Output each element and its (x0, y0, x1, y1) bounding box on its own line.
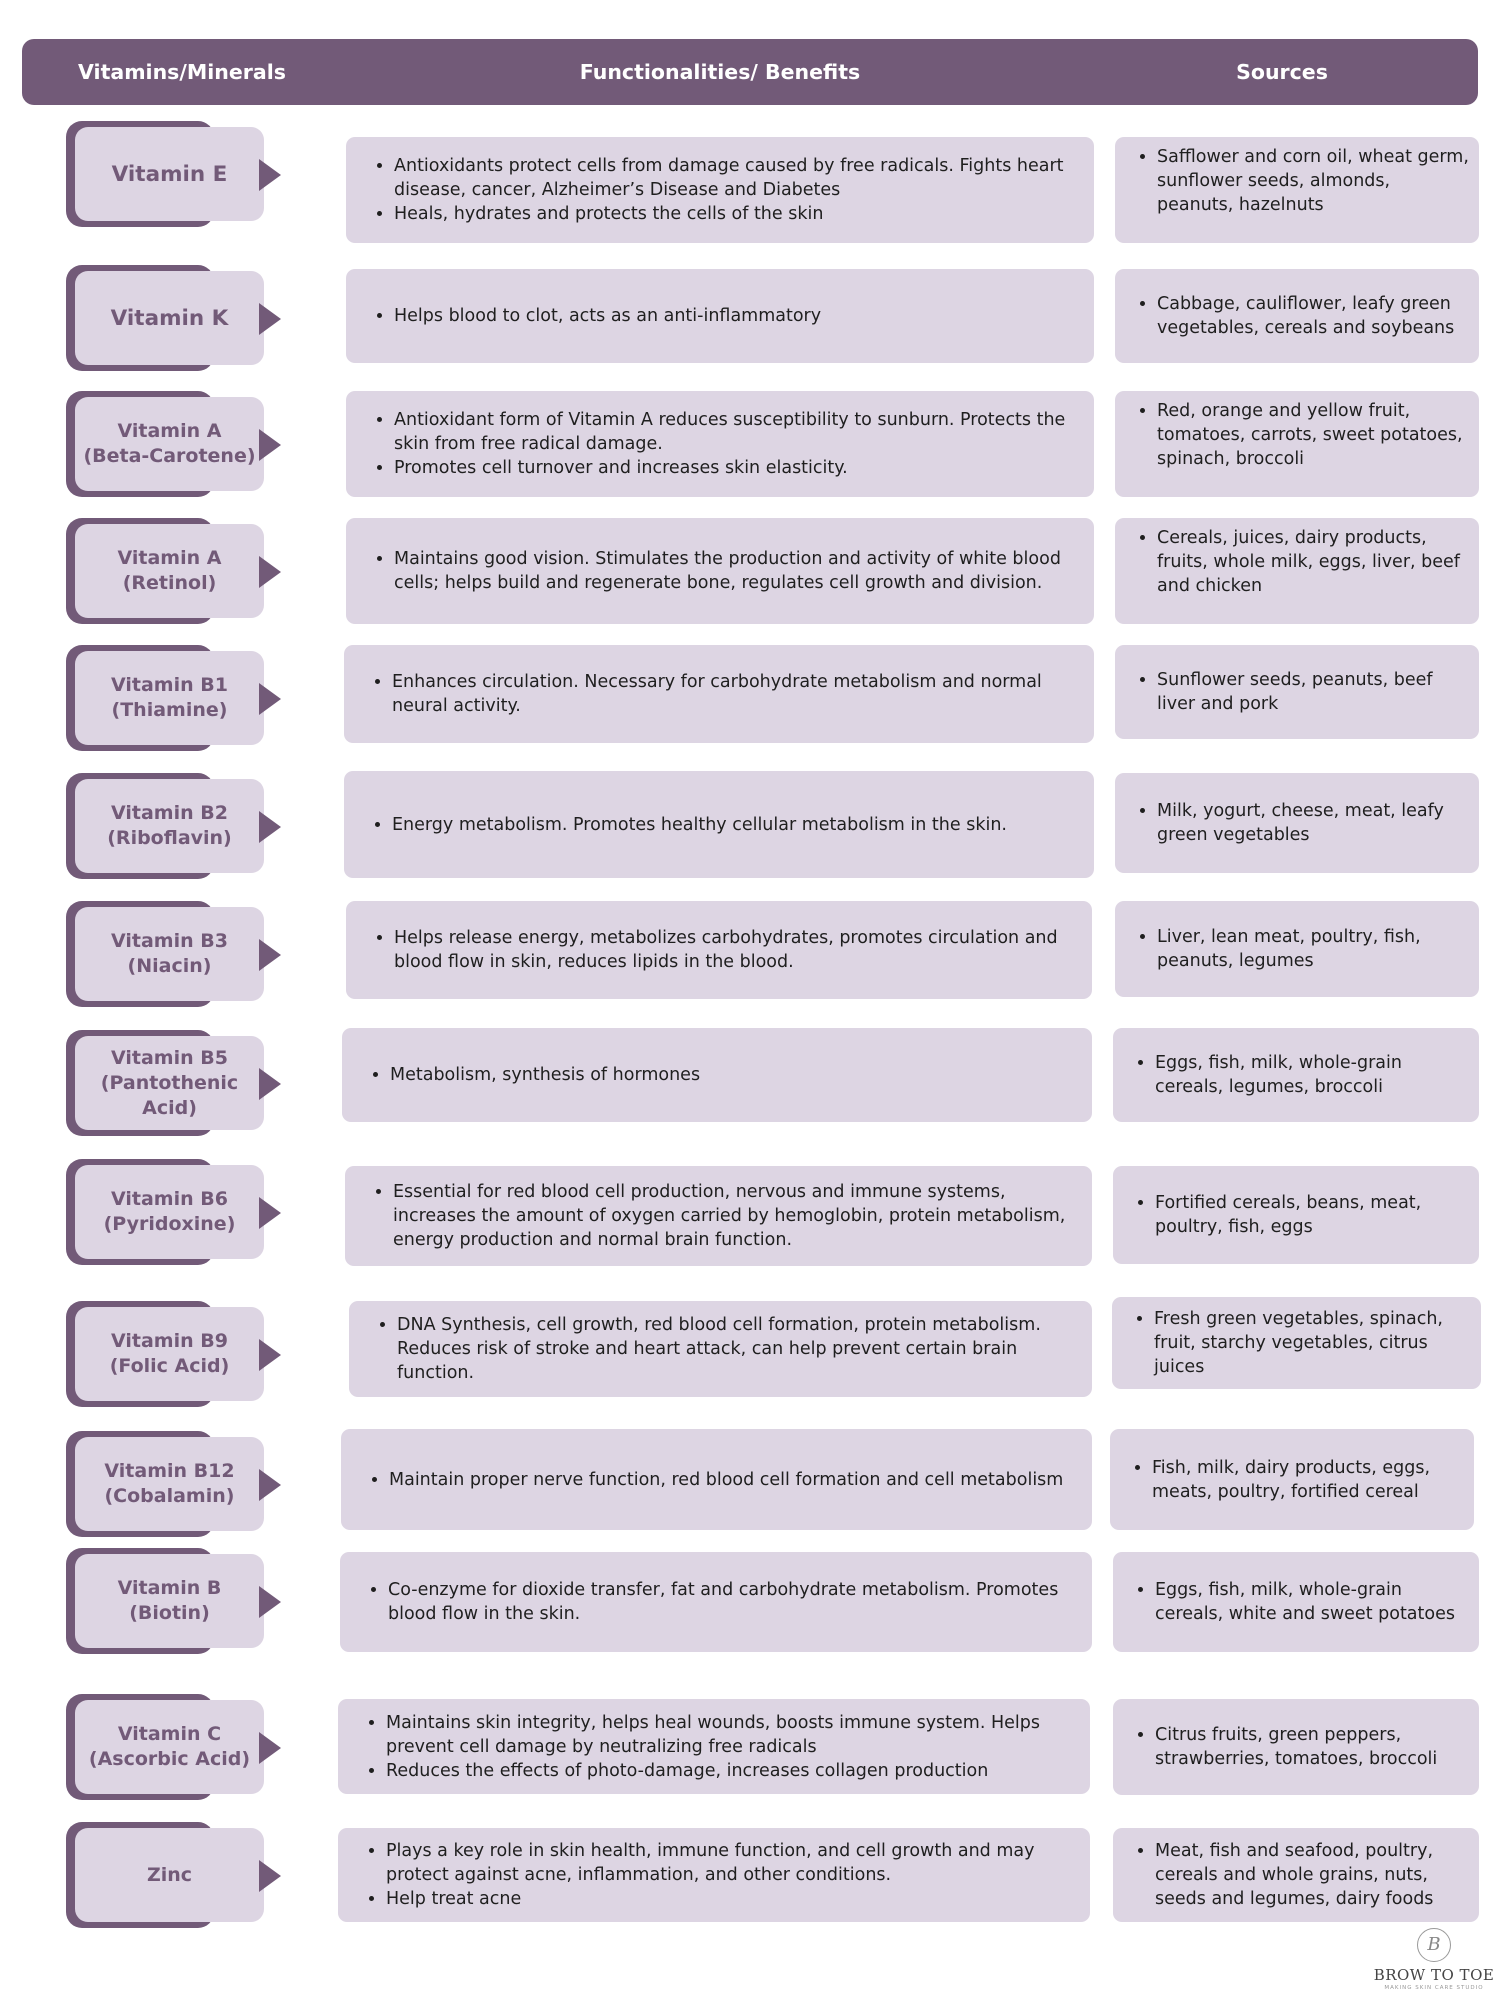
vitamin-name: Vitamin B6 (Pyridoxine) (103, 1188, 236, 1235)
source-item: • Liver, lean meat, poultry, fish, peanuts, legumes (1157, 925, 1471, 973)
sources-card (1115, 137, 1479, 243)
benefits-list (340, 1578, 1092, 1626)
arrow-right-icon (259, 556, 281, 588)
benefits-list (338, 1839, 1090, 1911)
tag-box (75, 1437, 264, 1531)
source-item: • Fresh green vegetables, spinach, fruit, starchy vegetables, citrus juices (1154, 1307, 1473, 1379)
source-item: • Cabbage, cauliflower, leafy green vegetables, cereals and soybeans (1157, 292, 1471, 340)
table-header (22, 39, 1478, 105)
benefits-card (346, 137, 1094, 243)
sources-list (1113, 1191, 1479, 1239)
sources-list (1113, 1839, 1479, 1911)
tag-box (75, 1828, 264, 1922)
vitamin-name: Vitamin B12 (Cobalamin) (104, 1460, 235, 1507)
sources-card (1113, 1028, 1479, 1122)
sources-list (1115, 145, 1479, 217)
benefits-list (346, 304, 837, 328)
benefit-item: • DNA Synthesis, cell growth, red blood cell formation, protein metabolism. Reduces risk of stroke and heart attack, can help prevent certain brain function. (397, 1313, 1076, 1385)
sources-card (1115, 518, 1479, 624)
vitamin-tag (66, 901, 281, 1007)
vitamin-name: Vitamin A (Beta-Carotene) (83, 420, 256, 467)
tag-box (75, 1700, 264, 1794)
vitamin-tag (66, 1694, 281, 1800)
benefits-card (338, 1699, 1090, 1794)
benefit-item: • Metabolism, synthesis of hormones (390, 1063, 700, 1087)
benefit-item: • Maintains good vision. Stimulates the production and activity of white blood cells; helps build and regenerate bone, regulates cell growth and division. (394, 547, 1078, 595)
vitamin-tag (66, 121, 281, 227)
benefits-card (344, 771, 1094, 878)
source-item: • Safflower and corn oil, wheat germ, sunflower seeds, almonds, peanuts, hazelnuts (1157, 145, 1471, 217)
benefit-item: • Heals, hydrates and protects the cells of the skin (394, 202, 1078, 226)
sources-list (1115, 526, 1479, 598)
sources-card (1113, 1699, 1479, 1795)
benefit-item: • Energy metabolism. Promotes healthy cellular metabolism in the skin. (392, 813, 1007, 837)
sources-list (1115, 925, 1479, 973)
source-item: • Red, orange and yellow fruit, tomatoes, carrots, sweet potatoes, spinach, broccoli (1157, 399, 1471, 471)
benefits-card (346, 269, 1094, 363)
sources-list (1115, 668, 1479, 716)
vitamin-tag (66, 773, 281, 879)
tag-box (75, 651, 264, 745)
benefit-item: • Reduces the effects of photo-damage, increases collagen production (386, 1759, 1074, 1783)
vitamin-tag (66, 1431, 281, 1537)
sources-list (1115, 799, 1479, 847)
sources-list (1115, 292, 1479, 340)
tag-box (75, 271, 264, 365)
benefits-list (346, 926, 1092, 974)
benefits-card (346, 391, 1094, 497)
benefits-list (344, 813, 1023, 837)
benefit-item: • Maintains skin integrity, helps heal wounds, boosts immune system. Helps prevent cell damage by neutralizing free radicals (386, 1711, 1074, 1759)
arrow-right-icon (259, 159, 281, 191)
benefit-item: • Antioxidants protect cells from damage caused by free radicals. Fights heart disease, cancer, Alzheimer’s Disease and Diabetes (394, 154, 1078, 202)
sources-list (1113, 1723, 1479, 1771)
arrow-right-icon (259, 303, 281, 335)
arrow-right-icon (259, 1339, 281, 1371)
benefits-list (346, 408, 1094, 480)
tag-box (75, 397, 264, 491)
vitamin-tag (66, 1548, 281, 1654)
vitamin-tag (66, 518, 281, 624)
header-benefits: Functionalities/ Benefits (579, 60, 861, 84)
tag-box (75, 1554, 264, 1648)
sources-card (1115, 645, 1479, 739)
sources-card (1113, 1828, 1479, 1922)
benefits-card (345, 1166, 1092, 1266)
benefit-item: • Help treat acne (386, 1887, 1074, 1911)
vitamin-name: Vitamin K (110, 305, 229, 331)
source-item: • Cereals, juices, dairy products, fruits, whole milk, eggs, liver, beef and chicken (1157, 526, 1471, 598)
benefit-item: • Antioxidant form of Vitamin A reduces susceptibility to sunburn. Protects the skin from free radical damage. (394, 408, 1078, 456)
header-vitamins: Vitamins/Minerals (78, 60, 286, 84)
tag-box (75, 1307, 264, 1401)
vitamin-name: Vitamin B (Biotin) (117, 1577, 222, 1624)
vitamin-tag (66, 1159, 281, 1265)
sources-card (1113, 1552, 1479, 1652)
vitamin-name: Vitamin B9 (Folic Acid) (109, 1330, 230, 1377)
source-item: • Eggs, fish, milk, whole-grain cereals, legumes, broccoli (1155, 1051, 1471, 1099)
brand-logo (1372, 1928, 1496, 1991)
vitamin-tag (66, 391, 281, 497)
arrow-right-icon (259, 1068, 281, 1100)
sources-card (1110, 1429, 1474, 1530)
benefit-item: • Co-enzyme for dioxide transfer, fat and carbohydrate metabolism. Promotes blood flow in the skin. (388, 1578, 1076, 1626)
benefits-list (345, 1180, 1092, 1252)
source-item: • Sunflower seeds, peanuts, beef liver and pork (1157, 668, 1471, 716)
benefits-list (346, 547, 1094, 595)
benefit-item: • Essential for red blood cell production, nervous and immune systems, increases the amount of oxygen carried by hemoglobin, protein metabolism, energy production and normal brain function. (393, 1180, 1076, 1252)
benefits-list (342, 1063, 716, 1087)
tag-box (75, 1036, 264, 1130)
source-item: • Citrus fruits, green peppers, strawberries, tomatoes, broccoli (1155, 1723, 1471, 1771)
sources-card (1115, 773, 1479, 873)
benefits-list (341, 1468, 1079, 1492)
tag-box (75, 524, 264, 618)
logo-monogram-icon: B (1417, 1928, 1451, 1962)
benefits-card (344, 645, 1094, 743)
arrow-right-icon (259, 939, 281, 971)
logo-tagline: MAKING SKIN CARE STUDIO (1384, 1985, 1484, 1991)
vitamin-name: Vitamin E (111, 161, 228, 187)
benefits-list (338, 1711, 1090, 1783)
arrow-right-icon (259, 1197, 281, 1229)
tag-box (75, 127, 264, 221)
sources-list (1113, 1051, 1479, 1099)
benefit-item: • Promotes cell turnover and increases skin elasticity. (394, 456, 1078, 480)
benefit-item: • Enhances circulation. Necessary for carbohydrate metabolism and normal neural activity. (392, 670, 1078, 718)
sources-list (1110, 1456, 1474, 1504)
vitamin-tag (66, 1822, 281, 1928)
arrow-right-icon (259, 1469, 281, 1501)
vitamin-name: Vitamin B1 (Thiamine) (111, 674, 228, 721)
sources-card (1115, 269, 1479, 363)
benefit-item: • Helps release energy, metabolizes carbohydrates, promotes circulation and blood flow in skin, reduces lipids in the blood. (394, 926, 1076, 974)
vitamin-name: Zinc (146, 1863, 193, 1886)
sources-card (1112, 1297, 1481, 1389)
arrow-right-icon (259, 429, 281, 461)
sources-card (1115, 391, 1479, 497)
tag-box (75, 1165, 264, 1259)
vitamin-tag (66, 645, 281, 751)
benefits-list (346, 154, 1094, 226)
sources-card (1113, 1166, 1479, 1264)
arrow-right-icon (259, 1586, 281, 1618)
benefits-list (349, 1313, 1092, 1385)
source-item: • Fish, milk, dairy products, eggs, meats, poultry, fortified cereal (1152, 1456, 1466, 1504)
benefits-card (346, 518, 1094, 624)
sources-card (1115, 901, 1479, 997)
tag-box (75, 907, 264, 1001)
vitamin-name: Vitamin C (Ascorbic Acid) (88, 1723, 251, 1770)
tag-box (75, 779, 264, 873)
benefits-card (340, 1552, 1092, 1652)
benefits-card (349, 1301, 1092, 1397)
source-item: • Fortified cereals, beans, meat, poultry, fish, eggs (1155, 1191, 1471, 1239)
vitamin-tag (66, 1301, 281, 1407)
vitamin-tag (66, 1030, 281, 1136)
arrow-right-icon (259, 811, 281, 843)
sources-list (1115, 399, 1479, 471)
source-item: • Milk, yogurt, cheese, meat, leafy green vegetables (1157, 799, 1471, 847)
benefit-item: • Helps blood to clot, acts as an anti-inflammatory (394, 304, 821, 328)
benefit-item: • Maintain proper nerve function, red blood cell formation and cell metabolism (389, 1468, 1063, 1492)
sources-list (1113, 1578, 1479, 1626)
benefit-item: • Plays a key role in skin health, immune function, and cell growth and may protect against acne, inflammation, and other conditions. (386, 1839, 1074, 1887)
vitamin-tag (66, 265, 281, 371)
vitamin-name: Vitamin B5 (Pantothenic Acid) (100, 1046, 239, 1119)
benefits-card (346, 901, 1092, 999)
logo-name: BROW TO TOE (1373, 1966, 1495, 1984)
source-item: • Meat, fish and seafood, poultry, cereals and whole grains, nuts, seeds and legumes, dairy foods (1155, 1839, 1471, 1911)
arrow-right-icon (259, 1732, 281, 1764)
source-item: • Eggs, fish, milk, whole-grain cereals, white and sweet potatoes (1155, 1578, 1471, 1626)
vitamin-name: Vitamin B3 (Niacin) (111, 930, 228, 977)
header-sources: Sources (1236, 60, 1328, 84)
benefits-card (341, 1429, 1092, 1530)
arrow-right-icon (259, 683, 281, 715)
sources-list (1112, 1307, 1481, 1379)
vitamin-name: Vitamin B2 (Riboflavin) (107, 802, 232, 849)
benefits-card (338, 1828, 1090, 1922)
vitamin-name: Vitamin A (Retinol) (117, 547, 222, 594)
arrow-right-icon (259, 1860, 281, 1892)
benefits-list (344, 670, 1094, 718)
benefits-card (342, 1028, 1092, 1122)
